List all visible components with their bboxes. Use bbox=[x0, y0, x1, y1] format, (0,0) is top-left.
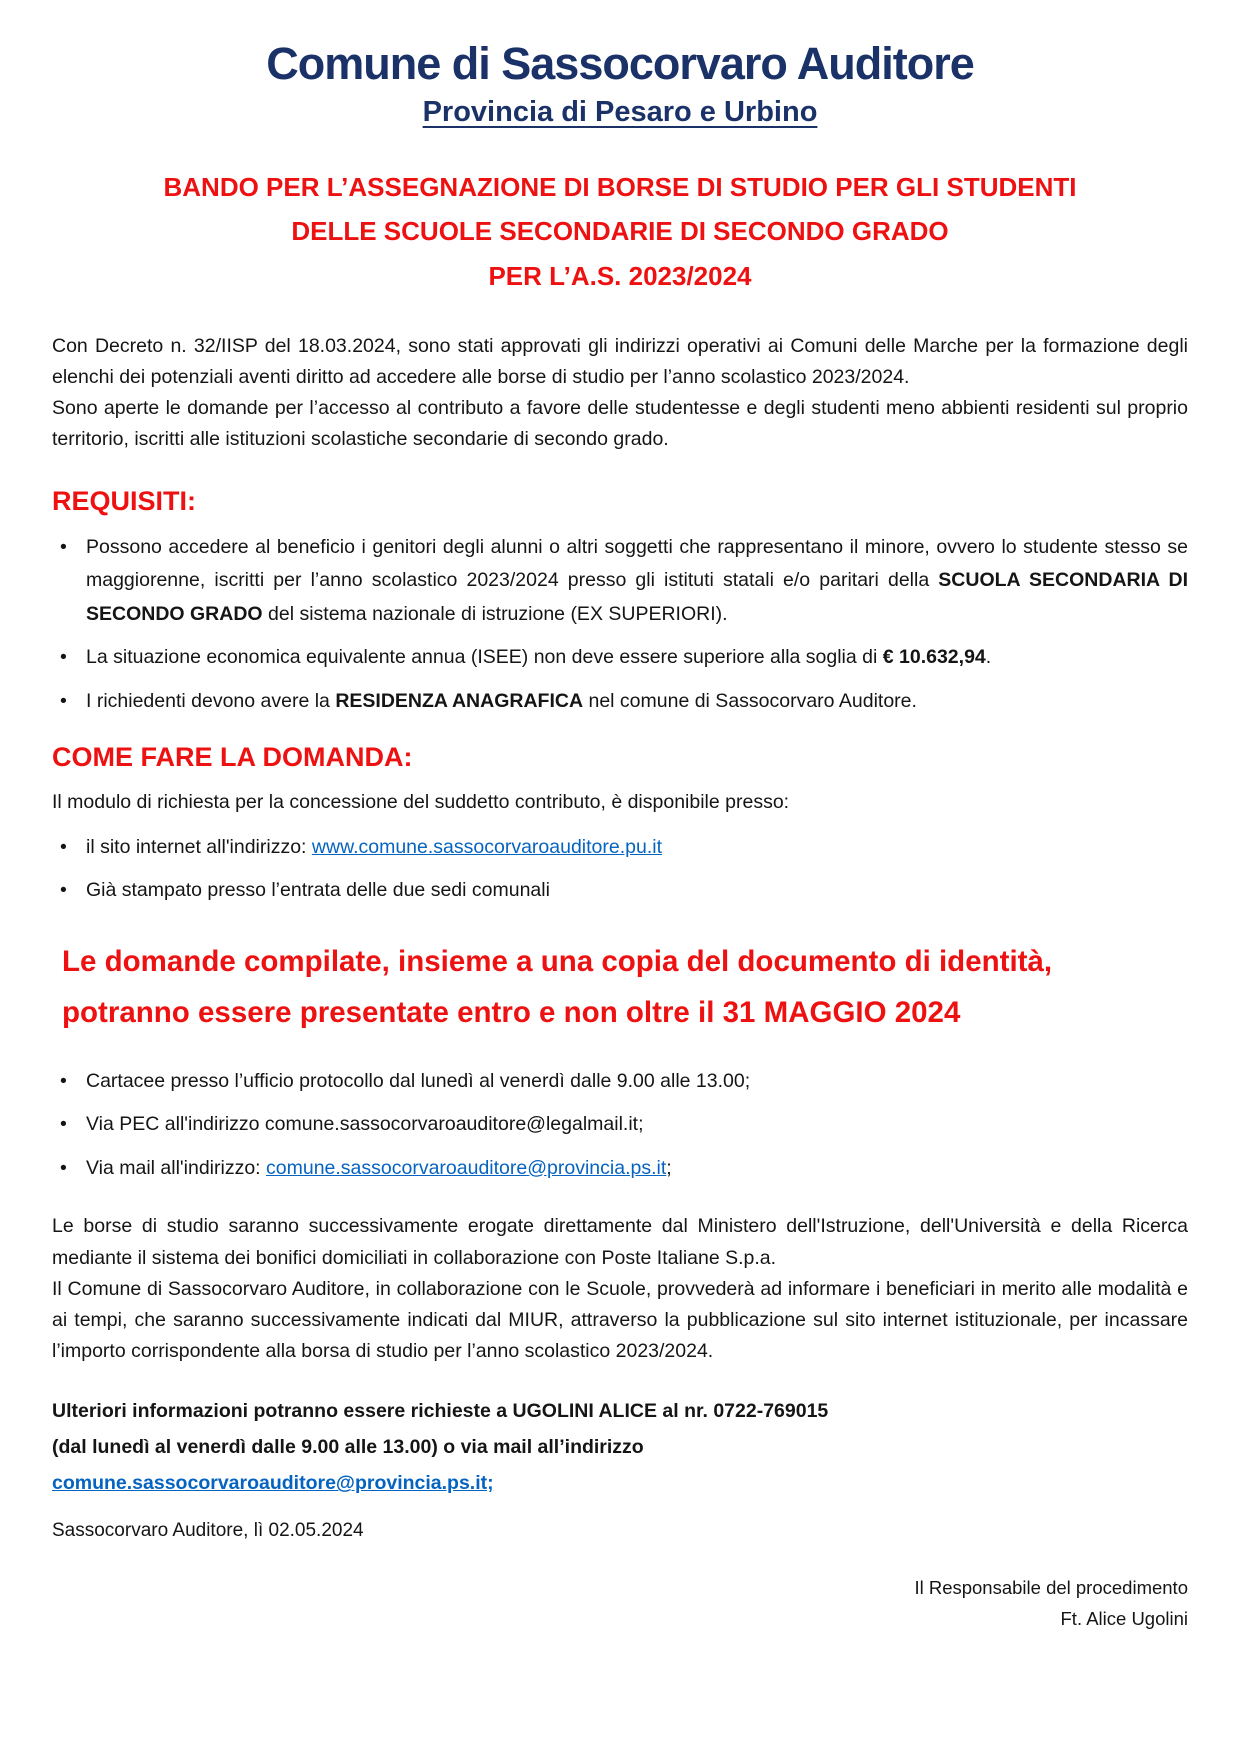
requisiti-bullet-1 bbox=[60, 531, 1188, 632]
info-paragraphs bbox=[52, 1211, 1188, 1367]
contact-line-2: (dal lunedì al venerdì dalle 9.00 alle 13.00) o via mail all’indirizzo bbox=[52, 1436, 644, 1459]
place-date-line: Sassocorvaro Auditore, lì 02.05.2024 bbox=[52, 1519, 364, 1541]
signature-block bbox=[52, 1572, 1188, 1635]
requisiti-bullet-1-post: del sistema nazionale di istruzione (EX SUPERIORI). bbox=[262, 602, 728, 625]
contact-block bbox=[52, 1393, 1188, 1501]
bullet-icon: • bbox=[60, 835, 67, 858]
contact-line-1: Ulteriori informazioni potranno essere richieste a UGOLINI ALICE al nr. 0722-769015 bbox=[52, 1400, 829, 1423]
bullet-icon: • bbox=[60, 1156, 67, 1179]
province-subtitle bbox=[52, 96, 1188, 129]
submission-bullet-1-text: Cartacee presso l’ufficio protocollo dal lunedì al venerdì dalle 9.00 alle 13.00; bbox=[86, 1069, 751, 1092]
requisiti-bullet-1-text bbox=[86, 531, 1188, 632]
come-fare-bullet-2 bbox=[60, 874, 1188, 908]
signature-name: Ft. Alice Ugolini bbox=[1060, 1607, 1188, 1629]
contact-email-link[interactable]: comune.sassocorvaroauditore@provincia.ps.it; bbox=[52, 1472, 494, 1495]
submission-bullet-2-text: Via PEC all'indirizzo comune.sassocorvaroauditore@legalmail.it; bbox=[86, 1113, 644, 1136]
bando-banner-line1: BANDO PER L’ASSEGNAZIONE DI BORSE DI STUDIO PER GLI STUDENTI bbox=[163, 171, 1077, 202]
bullet-icon: • bbox=[60, 689, 67, 712]
requisiti-bullet-2-text bbox=[86, 641, 1188, 675]
info-paragraph-1: Le borse di studio saranno successivamente erogate direttamente dal Ministero dell'Istruzione, dell'Università e della Ricerca mediante il sistema dei bonifici domiciliati in collaborazione con Poste Italiane S.p.a. bbox=[52, 1215, 1188, 1269]
submission-bullet-1 bbox=[60, 1065, 1188, 1099]
email-link[interactable]: comune.sassocorvaroauditore@provincia.ps.it bbox=[266, 1156, 667, 1179]
bullet-icon: • bbox=[60, 879, 67, 902]
submission-list bbox=[52, 1065, 1188, 1186]
requisiti-bullet-3-text bbox=[86, 685, 1188, 719]
bullet-icon: • bbox=[60, 535, 67, 558]
come-fare-intro: Il modulo di richiesta per la concessione del suddetto contributo, è disponibile presso: bbox=[52, 791, 790, 814]
info-paragraph-2: Il Comune di Sassocorvaro Auditore, in collaborazione con le Scuole, provvederà ad informare i beneficiari in merito alle modalità e ai tempi, che saranno successivamente indicati dal MIUR, attraverso la pubblicazione sul sito internet istituzionale, per incassare l’importo corrispondente alla borsa di studio per l’anno scolastico 2023/2024. bbox=[52, 1277, 1188, 1363]
submission-bullet-3-text bbox=[86, 1152, 1188, 1186]
requisiti-bullet-2-post: . bbox=[985, 646, 992, 669]
bullet-icon: • bbox=[60, 1069, 67, 1092]
requisiti-bullet-3-post: nel comune di Sassocorvaro Auditore. bbox=[583, 689, 917, 712]
requisiti-heading: REQUISITI: bbox=[52, 485, 197, 516]
deadline-statement: Le domande compilate, insieme a una copia del documento di identità, potranno essere presentate entro e non oltre il 31 MAGGIO 2024 bbox=[62, 944, 1053, 1030]
requisiti-bullet-2-bold: € 10.632,94 bbox=[882, 646, 986, 669]
website-link[interactable]: www.comune.sassocorvaroauditore.pu.it bbox=[311, 835, 662, 858]
submission-bullet-3-post: ; bbox=[666, 1156, 672, 1179]
bullet-icon: • bbox=[60, 1113, 67, 1136]
bullet-icon: • bbox=[60, 646, 67, 669]
submission-bullet-3-pre: Via mail all'indirizzo: bbox=[86, 1156, 267, 1179]
requisiti-bullet-2-pre: La situazione economica equivalente annua (ISEE) non deve essere superiore alla soglia di bbox=[86, 646, 883, 669]
come-fare-bullet-1-pre: il sito internet all'indirizzo: bbox=[86, 835, 312, 858]
requisiti-bullet-1-bold: SCUOLA SECONDARIA DI SECONDO GRADO bbox=[86, 569, 1188, 625]
requisiti-bullet-2 bbox=[60, 641, 1188, 675]
intro-paragraphs bbox=[52, 331, 1188, 456]
intro-paragraph-1: Con Decreto n. 32/IISP del 18.03.2024, sono stati approvati gli indirizzi operativi ai Comuni delle Marche per la formazione degli elenchi dei potenziali aventi diritto ad accedere alle borse di studio per l’anno scolastico 2023/2024. bbox=[52, 334, 1188, 389]
come-fare-bullet-2-text: Già stampato presso l’entrata delle due sedi comunali bbox=[86, 879, 550, 902]
signature-role: Il Responsabile del procedimento bbox=[914, 1576, 1188, 1598]
requisiti-bullet-3 bbox=[60, 685, 1188, 719]
come-fare-heading: COME FARE LA DOMANDA: bbox=[52, 742, 413, 773]
bando-banner bbox=[52, 165, 1188, 299]
requisiti-bullet-3-pre: I richiedenti devono avere la bbox=[86, 689, 336, 712]
bando-banner-line2: DELLE SCUOLE SECONDARIE DI SECONDO GRADO bbox=[291, 216, 949, 247]
submission-bullet-3 bbox=[60, 1152, 1188, 1186]
municipality-title: Comune di Sassocorvaro Auditore bbox=[266, 38, 974, 89]
requisiti-bullet-1-pre: Possono accedere al beneficio i genitori degli alunni o altri soggetti che rappresentano il minore, ovvero lo studente stesso se maggiorenne, iscritti per l’anno scolastico 2023/2024 presso gli istituti statali e/o paritari della bbox=[86, 535, 1188, 592]
come-fare-bullet-1 bbox=[60, 831, 1188, 865]
requisiti-bullet-3-bold: RESIDENZA ANAGRAFICA bbox=[335, 689, 584, 712]
bando-banner-line3: PER L’A.S. 2023/2024 bbox=[488, 261, 752, 292]
submission-bullet-2 bbox=[60, 1108, 1188, 1142]
come-fare-bullet-1-text bbox=[86, 831, 1188, 865]
province-subtitle-text: Provincia di Pesaro e Urbino bbox=[422, 95, 818, 128]
intro-paragraph-2: Sono aperte le domande per l’accesso al contributo a favore delle studentesse e degli studenti meno abbienti residenti sul proprio territorio, iscritti alle istituzioni scolastiche secondarie di secondo grado. bbox=[52, 397, 1188, 451]
